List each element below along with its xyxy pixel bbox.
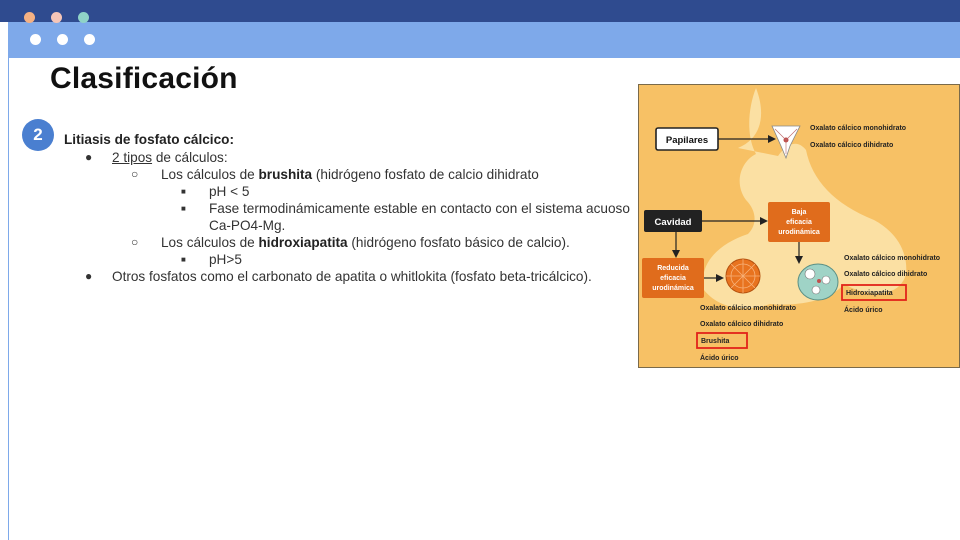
bullet-circle: ○ <box>131 235 139 249</box>
decor-dot-white-3 <box>84 34 95 45</box>
header-bar-dark <box>0 0 960 22</box>
right-label-4: Ácido úrico <box>844 307 883 314</box>
top-label-2: Oxalato cálcico dihidrato <box>810 142 894 149</box>
subitem-text: Los cálculos de <box>161 235 259 250</box>
subsubitem-text: Fase termodinámicamente estable en contacto con el sistema acuoso Ca-PO4-Mg. <box>209 201 630 233</box>
section-number-badge: 2 <box>22 119 54 151</box>
subitem-text: Los cálculos de <box>161 167 259 182</box>
box-cavidad-label: Cavidad <box>654 217 692 228</box>
content-heading: Litiasis de fosfato cálcico: <box>64 132 234 147</box>
decor-dot-orange <box>24 12 35 23</box>
bullet-square: ■ <box>181 187 186 196</box>
list-subsubitem <box>64 200 634 234</box>
bottom-label-2: Oxalato cálcico dihidrato <box>700 321 784 328</box>
subsubitem-text: pH < 5 <box>209 184 250 199</box>
decor-dot-white-2 <box>57 34 68 45</box>
bullet-square: ■ <box>181 255 186 264</box>
radial-stone-icon <box>726 259 760 293</box>
decor-dot-pink <box>51 12 62 23</box>
header-bar-light <box>0 22 960 58</box>
right-label-1: Oxalato cálcico monohidrato <box>844 255 941 262</box>
bullet-square: ■ <box>181 204 186 213</box>
top-label-1: Oxalato cálcico monohidrato <box>810 125 907 132</box>
box-baja-line-3: urodinámica <box>778 229 820 236</box>
urolithiasis-diagram <box>638 84 960 368</box>
subitem-text: (hidrógeno fosfato básico de calcio). <box>347 235 570 250</box>
list-item <box>64 268 634 285</box>
list-item <box>64 149 634 166</box>
slide-content <box>64 131 634 285</box>
box-reducida-line-3: urodinámica <box>652 285 694 292</box>
bullet-circle: ○ <box>131 167 139 181</box>
decor-dot-white-1 <box>30 34 41 45</box>
list-item-underlined: 2 tipos <box>112 150 153 165</box>
list-subsubitem <box>64 183 634 200</box>
list-subitem <box>64 234 634 251</box>
list-item-text: Otros fosfatos como el carbonato de apatita o whitlokita (fosfato beta-tricálcico). <box>112 269 592 284</box>
decor-dot-teal <box>78 12 89 23</box>
subitem-bold: hidroxiapatita <box>258 235 348 250</box>
bottom-label-3: Brushita <box>701 338 730 345</box>
mixed-stone-icon <box>798 264 838 300</box>
list-subitem <box>64 166 634 183</box>
box-baja-line-2: eficacia <box>786 219 812 226</box>
bottom-label-1: Oxalato cálcico monohidrato <box>700 305 797 312</box>
right-label-3: Hidroxiapatita <box>846 290 893 297</box>
slide-title: Clasificación <box>50 62 238 95</box>
subsubitem-text: pH>5 <box>209 252 242 267</box>
bottom-label-4: Ácido úrico <box>700 355 739 362</box>
subitem-bold: brushita <box>258 167 313 182</box>
box-reducida-line-1: Reducida <box>657 265 689 272</box>
list-item-text: de cálculos: <box>152 150 228 165</box>
list-subsubitem <box>64 251 634 268</box>
box-papilares-label: Papilares <box>665 135 709 146</box>
box-baja-line-1: Baja <box>791 209 807 216</box>
left-frame-line <box>0 22 9 540</box>
subitem-text: (hidrógeno fosfato de calcio dihidrato <box>312 167 539 182</box>
box-reducida-line-2: eficacia <box>660 275 686 282</box>
bullet-disc: ● <box>85 269 93 283</box>
bullet-disc: ● <box>85 150 93 164</box>
right-label-2: Oxalato cálcico dihidrato <box>844 271 928 278</box>
